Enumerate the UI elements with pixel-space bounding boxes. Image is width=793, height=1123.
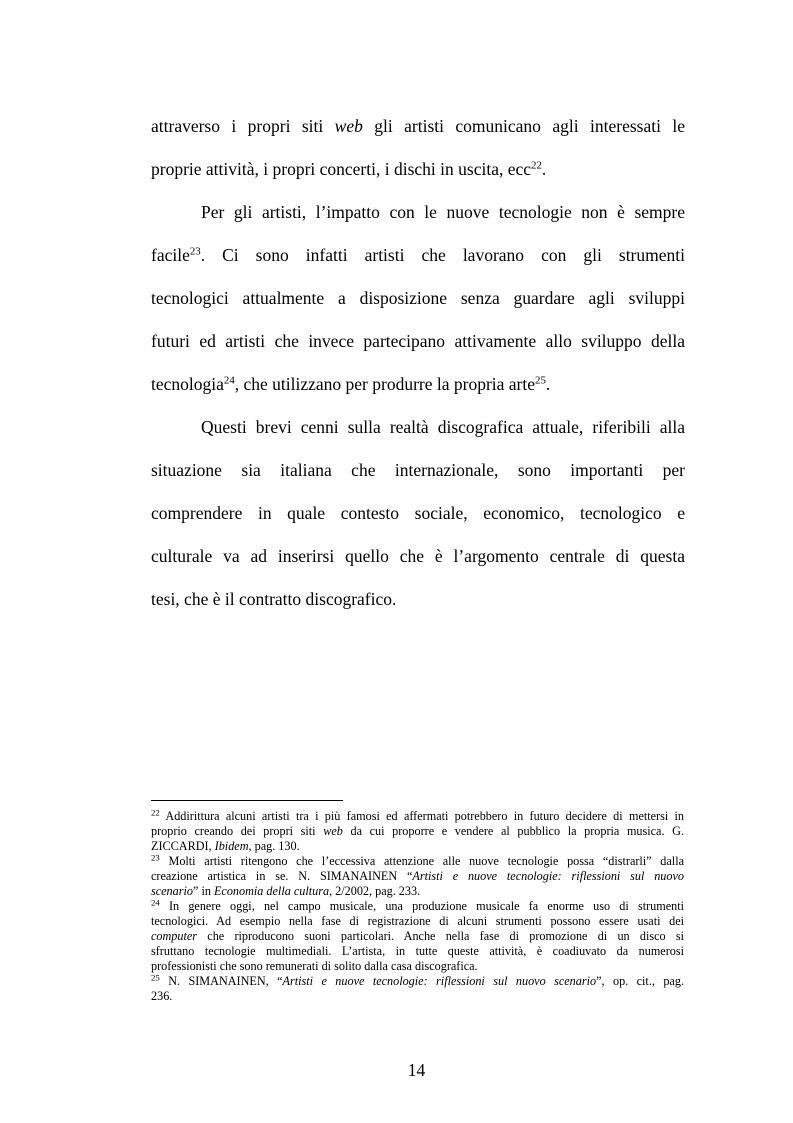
footnote-23: $^{23}$ Molti artisti ritengono che l’eccessiva attenzione alle nuove tecnologie possa “distrarli” dalla	[151, 852, 684, 868]
body-line: situazione sia italiana che internazionale, sono importanti per	[151, 460, 685, 480]
footnote-22: $^{22}$ Addirittura alcuni artisti tra i più famosi ed affermati potrebbero in futuro decidere di mettersi in	[151, 807, 684, 823]
footnote-line: creazione artistica in se. N. SIMANAINEN “Artisti e nuove tecnologie: riflessioni sul nuovo	[151, 869, 684, 883]
body-line: comprendere in quale contesto sociale, economico, tecnologico e	[151, 503, 685, 523]
footnote-24: $^{24}$ In genere oggi, nel campo musicale, una produzione musicale fa enorme uso di strumenti	[151, 897, 684, 913]
footnote-line: professionisti che sono remunerati di solito dalla casa discografica.	[151, 959, 478, 973]
footnote-separator	[151, 800, 343, 801]
footnote-line: computer che riproducono suoni particolari. Anche nella fase di promozione di un disco si	[151, 929, 684, 943]
body-line: attraverso i propri siti web gli artisti comunicano agli interessati le	[151, 116, 685, 136]
body-line: tecnologici attualmente a disposizione senza guardare agli sviluppi	[151, 288, 685, 308]
body-line: tecnologia$^{24}$, che utilizzano per produrre la propria arte$^{25}$.	[151, 374, 551, 394]
footnote-line: tecnologici. Ad esempio nella fase di registrazione di alcuni strumenti possono essere usati dei	[151, 914, 684, 928]
body-line: facile$^{23}$. Ci sono infatti artisti che lavorano con gli strumenti	[151, 245, 685, 265]
body-line: culturale va ad inserirsi quello che è l’argomento centrale di questa	[151, 546, 685, 566]
footnote-ref: 24	[223, 374, 235, 387]
body-line: tesi, che è il contratto discografico.	[151, 589, 397, 609]
footnote-line: proprio creando dei propri siti web da cui proporre e vendere al pubblico la propria musica. G.	[151, 824, 684, 838]
footnote-ref: 25	[535, 374, 546, 387]
footnote-25: $^{25}$ N. SIMANAINEN, “Artisti e nuove tecnologie: riflessioni sul nuovo scenario”, op. cit., pag.	[151, 972, 684, 988]
footnote-line: ZICCARDI, Ibidem, pag. 130.	[151, 839, 300, 853]
footnote-line: sfruttano tecnologie multimediali. L’artista, in tutte queste attività, è coadiuvato da numerosi	[151, 944, 684, 958]
body-line: proprie attività, i propri concerti, i dischi in uscita, ecc$^{22}$.	[151, 159, 547, 179]
body-line: Questi brevi cenni sulla realtà discografica attuale, riferibili alla	[201, 417, 685, 437]
page-number: 14	[407, 1060, 426, 1080]
footnote-line: scenario” in Economia della cultura, 2/2002, pag. 233.	[151, 884, 421, 898]
body-line: Per gli artisti, l’impatto con le nuove tecnologie non è sempre	[201, 202, 685, 222]
footnote-ref: 22	[531, 159, 542, 172]
footnote-line: 236.	[151, 989, 173, 1003]
footnote-ref: 23	[189, 245, 201, 258]
body-line: futuri ed artisti che invece partecipano attivamente allo sviluppo della	[151, 331, 685, 351]
